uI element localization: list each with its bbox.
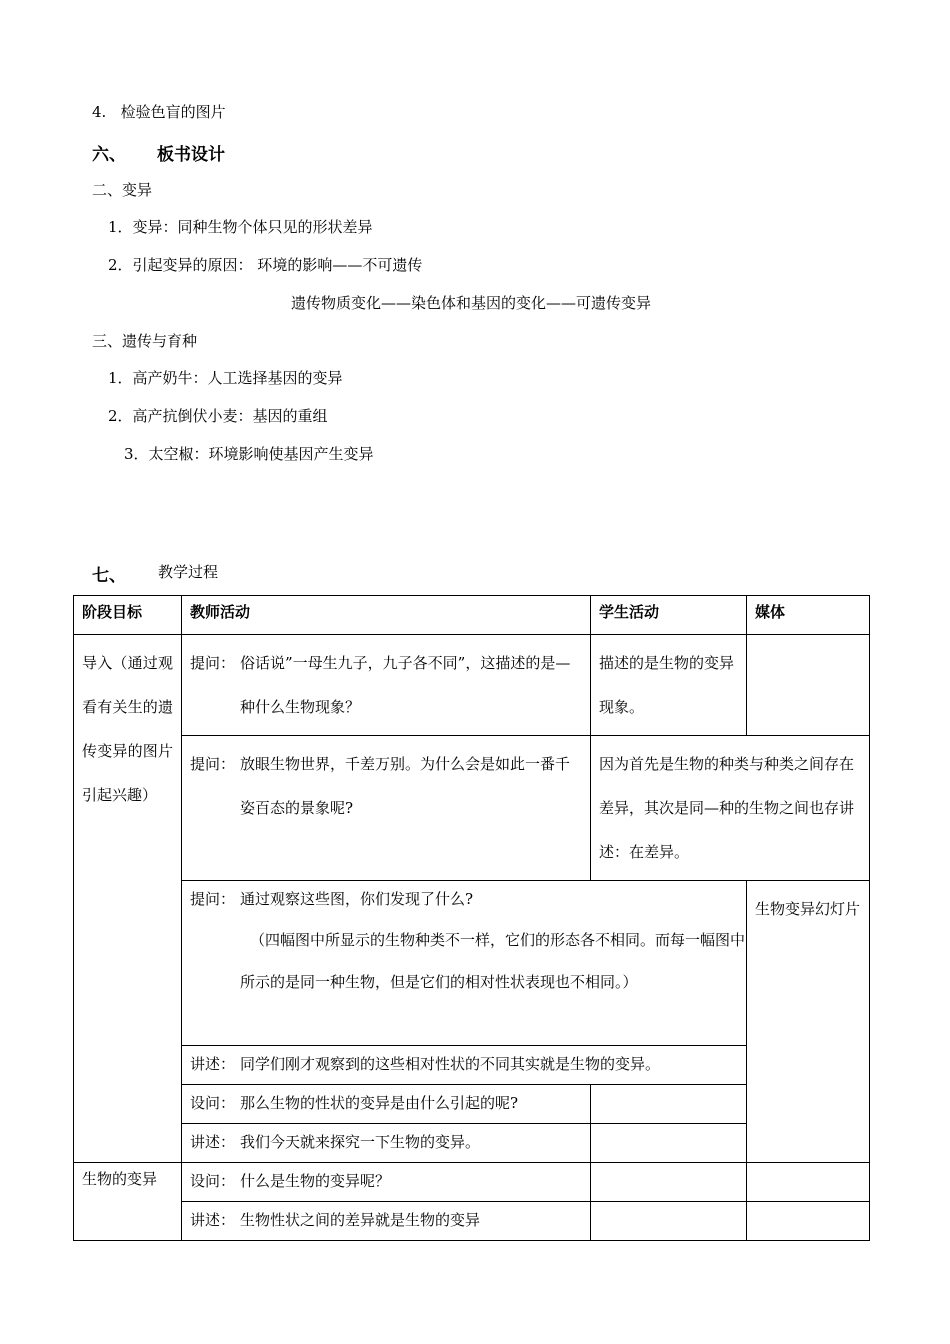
board-item: 2．引起变异的原因： 环境的影响——不可遗传: [108, 256, 423, 274]
teacher-activity: [182, 736, 591, 881]
section-title: 教学过程: [158, 563, 219, 581]
media-cell: [747, 635, 870, 736]
activity-note: （四幅图中所显示的生物种类不一样，它们的形态各不相同。而每一幅图中所示的是同一种生物，但是它们的相对性状表现也不相同。）: [240, 931, 746, 991]
teaching-process-table: [73, 595, 870, 1241]
table-header: 教师活动: [182, 596, 591, 635]
section-number: 七、: [92, 566, 126, 586]
teacher-activity: [182, 1085, 591, 1124]
student-activity: 描述的是生物的变异现象。: [591, 635, 747, 736]
activity-text: 我们今天就来探究一下生物的变异。: [240, 1133, 481, 1151]
table-header: 媒体: [747, 596, 870, 635]
table-header: 阶段目标: [74, 596, 182, 635]
teacher-activity: [182, 1046, 747, 1085]
activity-text: 那么生物的性状的变异是由什么引起的呢?: [240, 1094, 519, 1112]
table-header: 学生活动: [591, 596, 747, 635]
list-item-4: 4. 检验色盲的图片: [92, 103, 226, 121]
activity-label: 讲述：: [190, 1211, 236, 1229]
activity-text: 什么是生物的变异呢？: [240, 1172, 391, 1190]
student-activity: [591, 1202, 747, 1241]
media-cell: [747, 1202, 870, 1241]
board-item-continuation: 遗传物质变化——染色体和基因的变化——可遗传变异: [291, 294, 652, 312]
teacher-activity: [182, 1124, 591, 1163]
activity-label: 讲述：: [190, 1133, 236, 1151]
board-item: 1．变异：同种生物个体只见的形状差异: [108, 218, 373, 236]
stage-cell: 导入（通过观看有关生的遗传变异的图片引起兴趣）: [74, 635, 182, 1163]
activity-text: 同学们刚才观察到的这些相对性状的不同其实就是生物的变异。: [240, 1055, 661, 1073]
board-heading: 三、遗传与育种: [92, 332, 198, 350]
student-activity: 因为首先是生物的种类与种类之间存在差异，其次是同—种的生物之间也存讲述：在差异。: [591, 736, 870, 881]
media-cell: [747, 1163, 870, 1202]
teacher-activity: [182, 1163, 591, 1202]
board-item: 2．高产抗倒伏小麦：基因的重组: [108, 407, 328, 425]
activity-label: 提问：: [190, 654, 236, 672]
student-activity: [591, 1124, 747, 1163]
board-heading: 二、变异: [92, 181, 153, 199]
activity-text: 放眼生物世界，千差万别。为什么会是如此一番千姿百态的景象呢?: [240, 755, 571, 817]
teacher-activity: [182, 881, 747, 1046]
activity-text: 俗话说”一母生九子，九子各不同”，这描述的是—种什么生物现象？: [240, 654, 571, 716]
board-item: 3．太空椒：环境影响使基因产生变异: [124, 445, 374, 463]
board-item: 1．高产奶牛：人工选择基因的变异: [108, 369, 343, 387]
activity-text: 通过观察这些图，你们发现了什么?: [240, 890, 474, 908]
section-number: 六、: [92, 145, 126, 165]
activity-label: 讲述：: [190, 1055, 236, 1073]
activity-text: 生物性状之间的差异就是生物的变异: [240, 1211, 481, 1229]
media-cell: 生物变异幻灯片: [747, 881, 870, 1163]
stage-cell: 生物的变异: [74, 1163, 182, 1241]
activity-label: 提问：: [190, 890, 236, 908]
activity-label: 设问：: [190, 1094, 236, 1112]
activity-label: 提问：: [190, 755, 236, 773]
activity-label: 设问：: [190, 1172, 236, 1190]
section-title: 板书设计: [157, 145, 225, 165]
student-activity: [591, 1163, 747, 1202]
student-activity: [591, 1085, 747, 1124]
teacher-activity: [182, 1202, 591, 1241]
teacher-activity: [182, 635, 591, 736]
